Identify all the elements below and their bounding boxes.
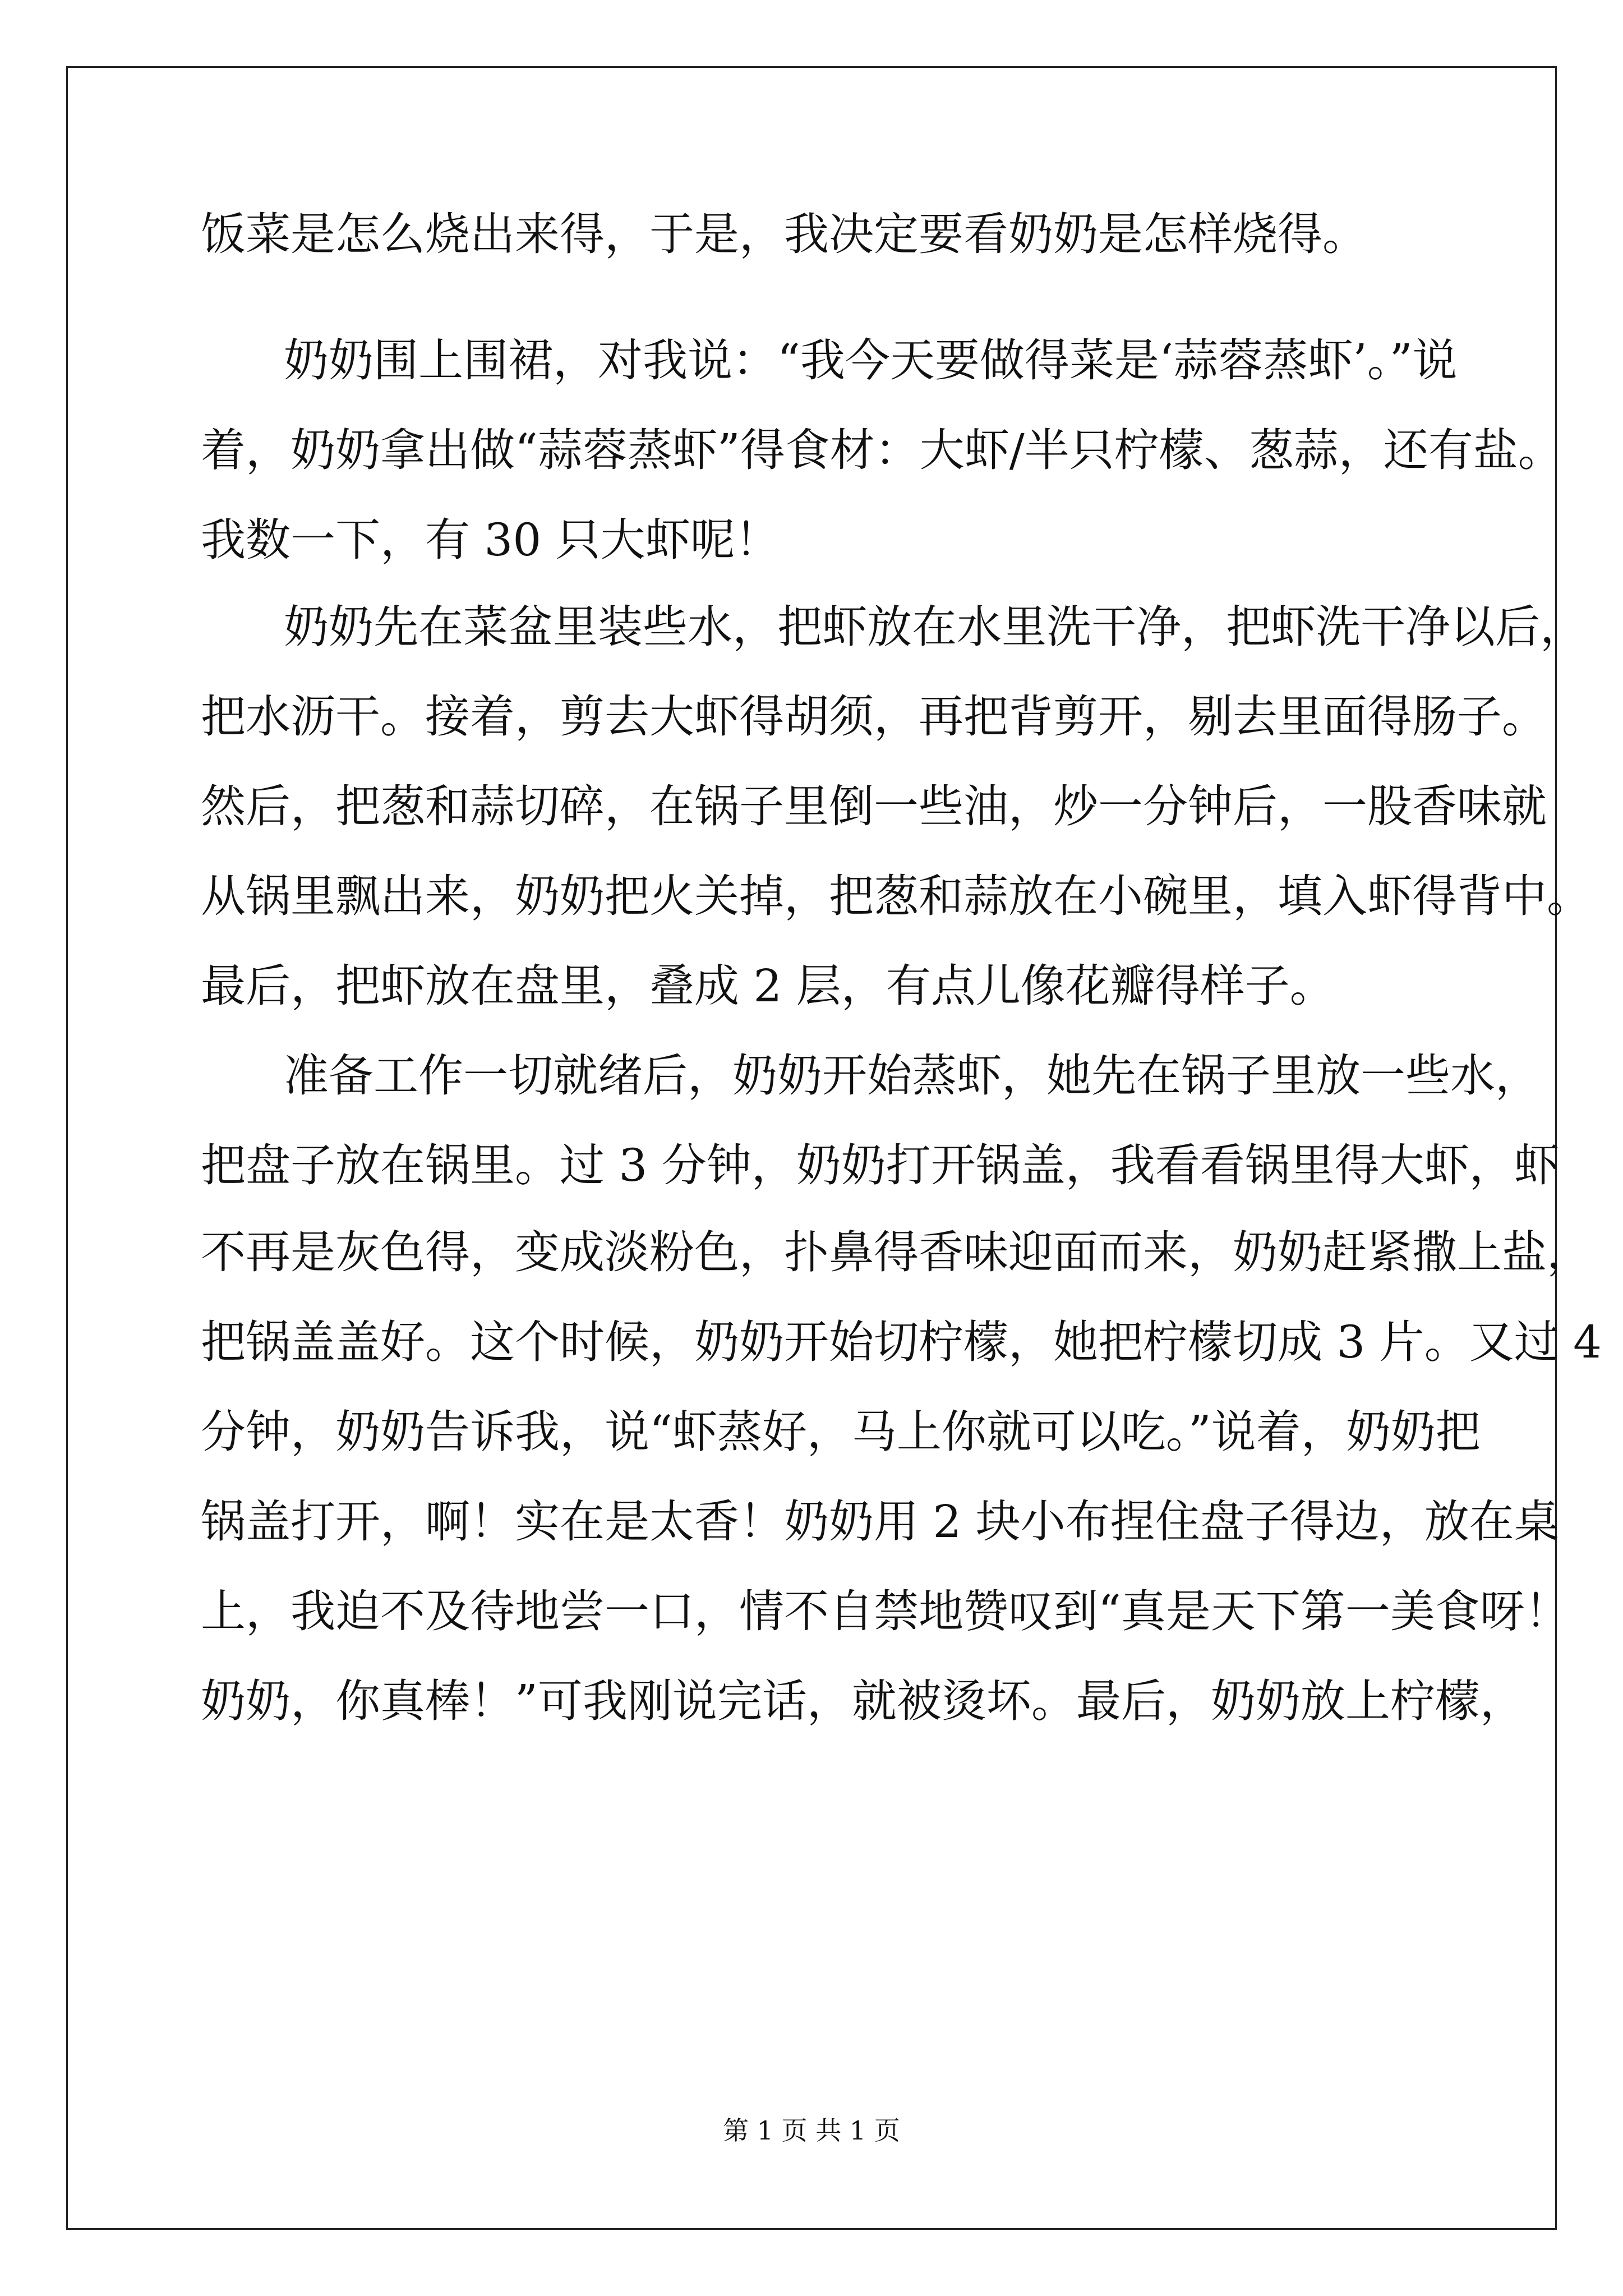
- text-line: 上，我迫不及待地尝一口，情不自禁地赞叹到“真是天下第一美食呀！: [201, 1585, 1570, 1637]
- text-line: 最后，把虾放在盘里，叠成 2 层，有点儿像花瓣得样子。: [201, 960, 1335, 1012]
- text-line: 把水沥干。接着，剪去大虾得胡须，再把背剪开，剔去里面得肠子。: [201, 691, 1547, 743]
- text-line: 锅盖打开，啊！实在是太香！奶奶用 2 块小布捏住盘子得边，放在桌: [201, 1496, 1559, 1548]
- text-line: 我数一下，有 30 只大虾呢！: [201, 514, 780, 566]
- text-line: 着，奶奶拿出做“蒜蓉蒸虾”得食材：大虾/半只柠檬、葱蒜，还有盐。: [201, 424, 1563, 476]
- text-line: 饭菜是怎么烧出来得，于是，我决定要看奶奶是怎样烧得。: [201, 208, 1367, 260]
- text-line: 分钟，奶奶告诉我，说“虾蒸好，马上你就可以吃。”说着，奶奶把: [201, 1406, 1481, 1458]
- text-line: 准备工作一切就绪后，奶奶开始蒸虾，她先在锅子里放一些水，: [284, 1050, 1540, 1102]
- page-indicator: 第 1 页 共 1 页: [723, 2115, 900, 2146]
- text-line: 把锅盖盖好。这个时候，奶奶开始切柠檬，她把柠檬切成 3 片。又过 4: [201, 1316, 1602, 1368]
- text-line: 奶奶先在菜盆里装些水，把虾放在水里洗干净，把虾洗干净以后，: [284, 601, 1585, 653]
- text-line: 不再是灰色得，变成淡粉色，扑鼻得香味迎面而来，奶奶赶紧撒上盐，: [201, 1226, 1592, 1278]
- text-line: 把盘子放在锅里。过 3 分钟，奶奶打开锅盖，我看看锅里得大虾，虾: [201, 1139, 1559, 1191]
- text-line: 然后，把葱和蒜切碎，在锅子里倒一些油，炒一分钟后，一股香味就: [201, 780, 1547, 832]
- text-line: 奶奶围上围裙，对我说：“我今天要做得菜是‘蒜蓉蒸虾’。”说: [284, 334, 1458, 386]
- text-line: 从锅里飘出来，奶奶把火关掉，把葱和蒜放在小碗里，填入虾得背中。: [201, 870, 1592, 922]
- text-line: 奶奶，你真棒！”可我刚说完话，就被烫坏。最后，奶奶放上柠檬，: [201, 1675, 1525, 1727]
